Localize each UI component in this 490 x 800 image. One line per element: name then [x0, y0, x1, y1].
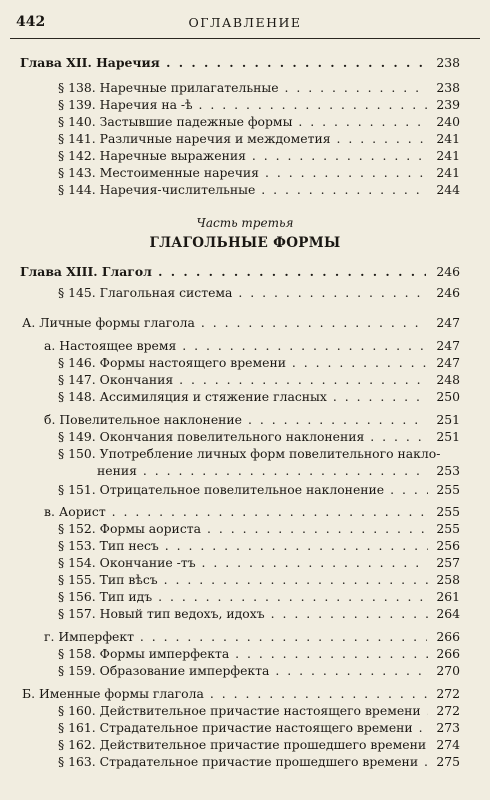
entry-page: 272	[436, 686, 460, 701]
entry-label: в. Аорист . . .	[44, 503, 427, 520]
entry-label: § 162. Действительное причастие прошедшего времени . . .	[58, 736, 428, 753]
entry-label: § 140. Застывшие падежные формы . . .	[58, 113, 428, 130]
entry-label: § 151. Отрицательное повелительное наклонение . . .	[58, 481, 428, 498]
entry-page: 255	[436, 504, 460, 519]
toc-entry-144[interactable]	[58, 181, 460, 198]
entry-page: 246	[436, 264, 460, 279]
toc-entry-150-line1[interactable]: § 150. Употребление личных форм повелительного накло-	[58, 446, 441, 461]
entry-page: 240	[436, 114, 460, 129]
toc-entry-147[interactable]	[58, 371, 460, 388]
toc-entry-142[interactable]	[58, 147, 460, 164]
toc-entry-152[interactable]	[58, 520, 460, 537]
entry-page: 266	[436, 646, 460, 661]
entry-page: 253	[436, 463, 460, 478]
toc-entry-138[interactable]	[58, 79, 460, 96]
toc-entry-155[interactable]	[58, 571, 460, 588]
toc-entry-148[interactable]	[58, 388, 460, 405]
toc-section-b[interactable]	[22, 685, 460, 702]
entry-page: 272	[436, 703, 460, 718]
entry-label: § 138. Наречные прилагательные . . .	[58, 79, 428, 96]
entry-label: § 142. Наречные выражения . . .	[58, 147, 428, 164]
entry-label: § 145. Глагольная система . . .	[58, 284, 428, 301]
toc-entry-154[interactable]	[58, 554, 460, 571]
entry-label: А. Личные формы глагола . . .	[22, 314, 427, 331]
entry-label: б. Повелительное наклонение . . .	[44, 411, 427, 428]
entry-page: 275	[436, 754, 460, 769]
running-header	[10, 8, 480, 39]
entry-label: § 148. Ассимиляция и стяжение гласных . . .	[58, 388, 428, 405]
entry-page: 274	[436, 737, 460, 752]
entry-page: 241	[436, 131, 460, 146]
entry-label: § 144. Наречия-числительные . . .	[58, 181, 428, 198]
toc-entry-143[interactable]	[58, 164, 460, 181]
entry-label: Глава XII. Наречия . . .	[20, 54, 426, 71]
entry-page: 248	[436, 372, 460, 387]
entry-label: § 154. Окончание -тъ . . .	[58, 554, 428, 571]
entry-page: 266	[436, 629, 460, 644]
entry-label: § 158. Формы имперфекта . . .	[58, 645, 428, 662]
entry-label: г. Имперфект . . .	[44, 628, 427, 645]
toc-section-a[interactable]	[22, 314, 460, 331]
entry-label: § 141. Различные наречия и междометия . . .	[58, 130, 428, 147]
toc-entry-140[interactable]	[58, 113, 460, 130]
toc-entry-151[interactable]	[58, 481, 460, 498]
toc-entry-139[interactable]	[58, 96, 460, 113]
entry-page: 247	[436, 355, 460, 370]
entry-page: 256	[436, 538, 460, 553]
entry-label: § 159. Образование имперфекта . . .	[58, 662, 428, 679]
entry-label: § 156. Тип идъ . . .	[58, 588, 428, 605]
entry-page: 257	[436, 555, 460, 570]
toc-entry-156[interactable]	[58, 588, 460, 605]
entry-label: § 149. Окончания повелительного наклонения . . .	[58, 428, 428, 445]
toc-entry-153[interactable]	[58, 537, 460, 554]
entry-page: 258	[436, 572, 460, 587]
toc-entry-161[interactable]	[58, 719, 460, 736]
entry-label: § 155. Тип вѣсъ . . .	[58, 571, 428, 588]
toc-entry-157[interactable]	[58, 605, 460, 622]
part-title: ГЛАГОЛЬНЫЕ ФОРМЫ	[149, 235, 341, 251]
entry-label: § 153. Тип несъ . . .	[58, 537, 428, 554]
entry-label: § 143. Местоименные наречия . . .	[58, 164, 428, 181]
toc-entry-159[interactable]	[58, 662, 460, 679]
entry-page: 241	[436, 165, 460, 180]
entry-page: 251	[436, 429, 460, 444]
entry-page: 241	[436, 148, 460, 163]
toc-entry-150[interactable]	[97, 462, 460, 479]
entry-page: 255	[436, 521, 460, 536]
entry-label: § 160. Действительное причастие настоящего времени . . .	[58, 702, 428, 719]
entry-page: 246	[436, 285, 460, 300]
toc-entry-141[interactable]	[58, 130, 460, 147]
toc-sub-a[interactable]	[44, 337, 460, 354]
toc-sub-g[interactable]	[44, 628, 460, 645]
entry-page: 250	[436, 389, 460, 404]
entry-label: нения . . .	[97, 462, 428, 479]
entry-page: 244	[436, 182, 460, 197]
entry-page: 238	[436, 80, 460, 95]
page-number: 442	[16, 14, 46, 30]
toc-sub-v[interactable]	[44, 503, 460, 520]
entry-page: 255	[436, 482, 460, 497]
entry-label: § 157. Новый тип ведохъ, идохъ . . .	[58, 605, 428, 622]
toc-entry-146[interactable]	[58, 354, 460, 371]
toc-entry-163[interactable]	[58, 753, 460, 770]
entry-page: 273	[436, 720, 460, 735]
entry-page: 239	[436, 97, 460, 112]
toc-entry-149[interactable]	[58, 428, 460, 445]
entry-label: § 161. Страдательное причастие настоящего времени . . .	[58, 719, 428, 736]
entry-label: Глава XIII. Глагол . . .	[20, 263, 426, 280]
toc-entry-158[interactable]	[58, 645, 460, 662]
entry-page: 238	[436, 55, 460, 70]
toc-chapter-12[interactable]	[20, 54, 460, 71]
entry-label: Б. Именные формы глагола . . .	[22, 685, 427, 702]
entry-label: § 163. Страдательное причастие прошедшего времени . . .	[58, 753, 428, 770]
entry-page: 247	[436, 315, 460, 330]
entry-page: 251	[436, 412, 460, 427]
entry-label: а. Настоящее время . . .	[44, 337, 427, 354]
entry-page: 264	[436, 606, 460, 621]
entry-label: § 147. Окончания . . .	[58, 371, 428, 388]
toc-chapter-13[interactable]	[20, 263, 460, 280]
toc-entry-162[interactable]	[58, 736, 460, 753]
toc-entry-160[interactable]	[58, 702, 460, 719]
toc-sub-b[interactable]	[44, 411, 460, 428]
entry-page: 247	[436, 338, 460, 353]
toc-entry-145[interactable]	[58, 284, 460, 301]
entry-label: § 152. Формы аориста . . .	[58, 520, 428, 537]
part-label: Часть третья	[196, 216, 294, 230]
entry-label: § 139. Наречия на -ѣ . . .	[58, 96, 428, 113]
header-title: ОГЛАВЛЕНИЕ	[188, 15, 302, 30]
entry-label: § 146. Формы настоящего времени . . .	[58, 354, 428, 371]
entry-page: 261	[436, 589, 460, 604]
entry-page: 270	[436, 663, 460, 678]
